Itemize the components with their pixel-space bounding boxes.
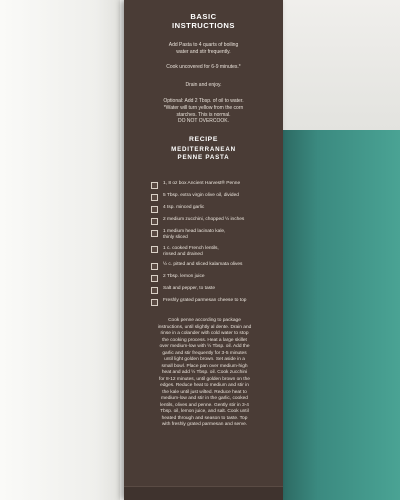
checkbox-icon: [151, 246, 158, 253]
ingredient-text: 5 Tbsp. extra virgin olive oil, divided: [163, 193, 239, 198]
directions-line: small bowl. Place pan over medium-high: [161, 363, 248, 369]
recipe-label: RECIPE: [189, 135, 218, 143]
checkbox-icon: [151, 218, 158, 225]
instruction-step-2: Cook uncovered for 6-9 minutes.*: [166, 64, 241, 71]
ingredient-text: 1 c. cooked French lentils, rinsed and drained: [163, 245, 219, 257]
directions-line: rinse in a colander with cold water to stop: [160, 331, 249, 336]
ingredient-item: [151, 205, 277, 213]
box-front-teal-edge: [283, 130, 400, 500]
directions-line: heat and add ½ Tbsp. oil. Cook zucchini: [161, 370, 248, 375]
ingredient-item: [151, 262, 277, 270]
ingredient-item: [151, 217, 277, 225]
directions-line: edges. Reduce heat to medium and stir in: [160, 383, 249, 388]
background-top-right: [283, 0, 400, 130]
directions-line: instructions, until slightly al dente. Drain and: [157, 324, 252, 330]
checkbox-icon: [151, 182, 158, 189]
directions-line: for 8-12 minutes, until golden brown on the: [159, 376, 250, 382]
directions-line: the cooking process. Heat a large skillet: [162, 337, 247, 343]
directions-line: with freshly grated parmesan and serve.: [161, 422, 248, 427]
recipe-name: MEDITERRANEAN PENNE PASTA: [171, 145, 236, 161]
optional-note: Optional: Add 2 Tbsp. of oil to water. *Water will turn yellow from the corn starches. This is normal. DO NOT OVERCOOK.: [126, 98, 281, 124]
checkbox-icon: [151, 206, 158, 213]
ingredient-text: Salt and pepper, to taste: [163, 286, 216, 291]
checkbox-icon: [151, 299, 158, 306]
do-not-overcook-warning: DO NOT OVERCOOK.: [177, 118, 230, 125]
recipe-directions: [131, 318, 278, 429]
checkbox-icon: [151, 263, 158, 270]
recipe-header: [126, 136, 281, 162]
ingredient-item: [151, 286, 277, 294]
directions-line: medium-low and stir in the garlic, cooked: [161, 396, 248, 401]
checkbox-icon: [151, 275, 158, 282]
ingredient-text: Freshly grated parmesan cheese to top: [163, 298, 247, 303]
instruction-step-1: Add Pasta to 4 quarts of boiling water and stir frequently.: [168, 42, 239, 55]
instruction-step-3: Drain and enjoy.: [185, 81, 222, 88]
ingredient-list: [151, 181, 277, 306]
checkbox-icon: [151, 194, 158, 201]
basic-instructions-title: BASIC INSTRUCTIONS: [172, 12, 235, 30]
background-left: [0, 0, 120, 500]
ingredient-item: [151, 193, 277, 201]
ingredient-item: [151, 229, 277, 241]
pasta-box-bottom-edge: [124, 486, 283, 500]
ingredient-text: ½ c. pitted and sliced kalamata olives: [163, 262, 243, 267]
ingredient-text: 1, 8 oz box Ancient Harvest® Penne: [163, 181, 241, 186]
directions-line: garlic and stir frequently for 3-5 minutes: [162, 350, 247, 356]
ingredient-item: [151, 246, 277, 258]
ingredient-text: 2 medium zucchini, chopped ½ inches: [163, 217, 245, 222]
ingredient-text: 2 Tbsp. lemon juice: [163, 274, 205, 279]
ingredient-item: [151, 298, 277, 306]
basic-instructions-section: [126, 8, 281, 162]
ingredient-item: [151, 181, 277, 189]
checkbox-icon: [151, 230, 158, 237]
directions-line: heated through and season to taste. Top: [161, 415, 248, 421]
directions-line: until light golden brown. Set aside in a: [164, 357, 245, 362]
ingredient-text: 1 medium head lacinato kale, thinly sliced: [163, 229, 226, 240]
directions-line: over medium-low with ½ Tbsp. oil. Add the: [159, 344, 250, 349]
checkbox-icon: [151, 287, 158, 294]
directions-line: Tbsp. oil, lemon juice, and salt. Cook until: [160, 409, 249, 414]
directions-line: lentils, olives and penne. Gently stir in 3-4: [160, 402, 249, 408]
directions-line: the kale until just wilted. Reduce heat to: [162, 389, 247, 395]
ingredient-text: 4 tsp. minced garlic: [163, 205, 205, 210]
directions-line: Cook penne according to package: [168, 318, 241, 323]
ingredient-item: [151, 274, 277, 282]
